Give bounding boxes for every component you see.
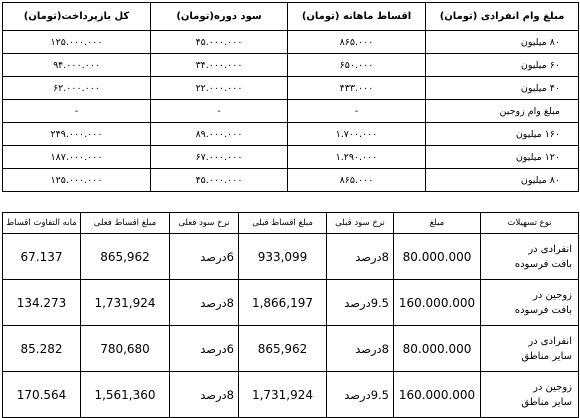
amount-cell: 160.000.000 — [394, 280, 481, 326]
facility-type-line2: سایر مناطق — [521, 396, 572, 408]
header-difference: مابه التفاوت اقساط — [3, 213, 81, 234]
total-repayment-cell: ۹۴.۰۰۰.۰۰۰ — [3, 54, 151, 77]
amount-cell: 80.000.000 — [394, 234, 481, 280]
total-repayment-cell: ۱۸۷.۰۰۰.۰۰۰ — [3, 146, 151, 169]
current-installment-cell: 865,962 — [81, 234, 170, 280]
period-interest-cell: - — [151, 100, 288, 123]
period-interest-cell: ۴۵.۰۰۰.۰۰۰ — [151, 31, 288, 54]
header-loan-amount: مبلغ وام انفرادی (تومان) — [426, 3, 579, 31]
facility-type-line2: بافت فرسوده — [514, 304, 572, 316]
monthly-installment-cell: ۶۵۰.۰۰۰ — [288, 54, 426, 77]
header-monthly-installment: اقساط ماهانه (تومان) — [288, 3, 426, 31]
period-interest-cell: ۳۴.۰۰۰.۰۰۰ — [151, 54, 288, 77]
previous-installment-cell: 865,962 — [239, 326, 327, 372]
monthly-installment-cell: ۱.۷۰۰.۰۰۰ — [288, 123, 426, 146]
previous-installment-cell: 933,099 — [239, 234, 327, 280]
monthly-installment-cell: ۱.۲۹۰.۰۰۰ — [288, 146, 426, 169]
table-row — [3, 77, 579, 100]
facility-type-line1: زوجین در — [533, 381, 572, 393]
loan-amount-cell: ۸۰ میلیون — [426, 169, 579, 192]
facility-type-cell — [481, 326, 579, 372]
loan-amount-cell: ۶۰ میلیون — [426, 54, 579, 77]
header-total-repayment: کل بازپرداخت(تومان) — [3, 3, 151, 31]
period-interest-cell: ۸۹.۰۰۰.۰۰۰ — [151, 123, 288, 146]
header-facility-type: نوع تسهیلات — [481, 213, 579, 234]
period-interest-cell: ۴۵.۰۰۰.۰۰۰ — [151, 169, 288, 192]
table-row — [3, 326, 579, 372]
facility-type-line1: انفرادی در — [528, 335, 572, 347]
table-row — [3, 372, 579, 418]
difference-cell: 85.282 — [3, 326, 81, 372]
difference-cell: 134.273 — [3, 280, 81, 326]
total-repayment-cell: ۶۲.۰۰۰.۰۰۰ — [3, 77, 151, 100]
current-rate-cell: 6درصد — [170, 234, 239, 280]
current-rate-cell: 8درصد — [170, 372, 239, 418]
loan-amount-cell: ۴۰ میلیون — [426, 77, 579, 100]
facility-type-line1: زوجین در — [533, 289, 572, 301]
total-repayment-cell: ۲۴۹.۰۰۰.۰۰۰ — [3, 123, 151, 146]
period-interest-cell: ۶۷.۰۰۰.۰۰۰ — [151, 146, 288, 169]
table-row — [3, 146, 579, 169]
table-header-row — [3, 213, 579, 234]
total-repayment-cell: ۱۲۵.۰۰۰.۰۰۰ — [3, 169, 151, 192]
previous-installment-cell: 1,866,197 — [239, 280, 327, 326]
facility-type-line2: سایر مناطق — [521, 350, 572, 362]
header-amount: مبلغ — [394, 213, 481, 234]
table-header-row — [3, 3, 579, 31]
total-repayment-cell: ۱۲۵.۰۰۰.۰۰۰ — [3, 31, 151, 54]
current-rate-cell: 6درصد — [170, 326, 239, 372]
current-installment-cell: 1,561,360 — [81, 372, 170, 418]
table-row — [3, 123, 579, 146]
current-installment-cell: 1,731,924 — [81, 280, 170, 326]
monthly-installment-cell: ۸۶۵.۰۰۰ — [288, 169, 426, 192]
previous-rate-cell: 9.5درصد — [327, 280, 394, 326]
header-current-rate: نرخ سود فعلی — [170, 213, 239, 234]
header-current-installment: مبلغ اقساط فعلی — [81, 213, 170, 234]
facility-type-line1: انفرادی در — [528, 243, 572, 255]
couples-loan-label: مبلغ وام زوجین — [426, 100, 579, 123]
monthly-installment-cell: ۸۶۵.۰۰۰ — [288, 31, 426, 54]
previous-rate-cell: 8درصد — [327, 326, 394, 372]
monthly-installment-cell: ۴۳۳.۰۰۰ — [288, 77, 426, 100]
loan-amount-cell: ۱۶۰ میلیون — [426, 123, 579, 146]
facility-type-cell — [481, 372, 579, 418]
difference-cell: 67.137 — [3, 234, 81, 280]
period-interest-cell: ۲۲.۰۰۰.۰۰۰ — [151, 77, 288, 100]
header-period-interest: سود دوره(تومان) — [151, 3, 288, 31]
header-previous-installment: مبلغ اقساط قبلی — [239, 213, 327, 234]
difference-cell: 170.564 — [3, 372, 81, 418]
loan-summary-table — [2, 2, 579, 192]
previous-installment-cell: 1,731,924 — [239, 372, 327, 418]
table-row — [3, 54, 579, 77]
current-installment-cell: 780,680 — [81, 326, 170, 372]
table-row — [3, 280, 579, 326]
monthly-installment-cell: - — [288, 100, 426, 123]
loan-amount-cell: ۱۲۰ میلیون — [426, 146, 579, 169]
facility-type-cell — [481, 234, 579, 280]
table-row — [3, 234, 579, 280]
total-repayment-cell: - — [3, 100, 151, 123]
facility-type-cell — [481, 280, 579, 326]
header-previous-rate: نرخ سود قبلی — [327, 213, 394, 234]
previous-rate-cell: 9.5درصد — [327, 372, 394, 418]
current-rate-cell: 8درصد — [170, 280, 239, 326]
loan-amount-cell: ۸۰ میلیون — [426, 31, 579, 54]
rate-comparison-table — [2, 212, 579, 418]
section-row-couples — [3, 100, 579, 123]
amount-cell: 160.000.000 — [394, 372, 481, 418]
previous-rate-cell: 8درصد — [327, 234, 394, 280]
amount-cell: 80.000.000 — [394, 326, 481, 372]
facility-type-line2: بافت فرسوده — [514, 258, 572, 270]
table-row — [3, 31, 579, 54]
table-row — [3, 169, 579, 192]
